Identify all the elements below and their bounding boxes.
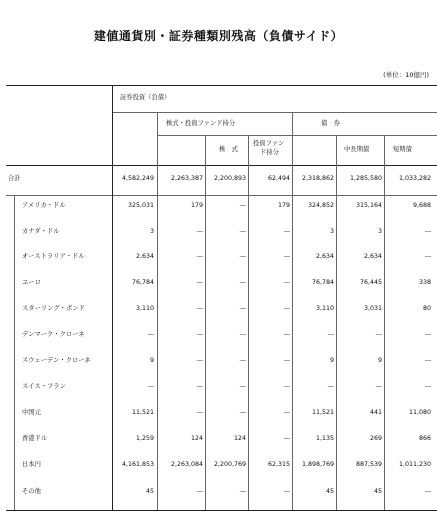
cell-long: ― (375, 331, 382, 338)
cell-bonds: 9 (329, 357, 334, 364)
header-bottom-border (6, 165, 437, 166)
cell-long: 887,539 (355, 461, 382, 468)
cell-short: ― (424, 331, 431, 338)
cell-equity: ― (196, 488, 203, 495)
cell-equity: 2,263,387 (170, 175, 203, 182)
cell-short: 1,011,230 (398, 461, 431, 468)
row-label: その他 (22, 488, 41, 495)
table-bottom-border (6, 510, 437, 511)
cell-bonds: 3 (329, 228, 334, 235)
cell-total: 11,521 (131, 409, 154, 416)
cell-stocks: 2,200,893 (213, 175, 246, 182)
cell-funds: ― (283, 409, 290, 416)
cell-short: ― (424, 357, 431, 364)
cell-stocks: 124 (233, 435, 246, 442)
cell-long: ― (375, 383, 382, 390)
cell-total: 4,582,249 (121, 175, 154, 182)
cell-equity: ― (196, 383, 203, 390)
header-divider-2 (157, 135, 437, 136)
cell-funds: ― (283, 228, 290, 235)
col-divider-short (384, 135, 385, 510)
cell-stocks: ― (239, 253, 246, 260)
cell-short: 338 (418, 279, 431, 286)
cell-total: ― (147, 383, 154, 390)
col-divider-stocks (205, 135, 206, 510)
header-securities-investment: 証券投資（負債） (120, 94, 171, 101)
cell-long: 441 (369, 409, 382, 416)
cell-stocks: ― (239, 357, 246, 364)
header-divider-1 (112, 112, 437, 113)
cell-bonds: 324,852 (307, 202, 334, 209)
cell-stocks: ― (239, 331, 246, 338)
header-funds-line1: 投資ファン (253, 140, 285, 147)
cell-bonds: ― (327, 331, 334, 338)
header-funds-line2: ド持分 (260, 149, 279, 156)
cell-long: 315,164 (355, 202, 382, 209)
header-long-term: 中長期債 (344, 146, 370, 153)
cell-short: 1,033,282 (398, 175, 431, 182)
cell-funds: 62,315 (267, 461, 290, 468)
row-label: オーストラリア・ドル (22, 253, 85, 260)
cell-funds: ― (283, 279, 290, 286)
header-stocks: 株 式 (219, 146, 238, 153)
cell-equity: ― (196, 279, 203, 286)
cell-total: 76,784 (131, 279, 154, 286)
cell-total: 45 (145, 488, 154, 495)
header-bonds: 債 券 (321, 120, 340, 127)
cell-funds: ― (283, 331, 290, 338)
col-divider-funds (248, 135, 249, 510)
cell-bonds: 1,898,769 (301, 461, 334, 468)
row-label: デンマーク・クローネ (22, 331, 85, 338)
col-divider-group (112, 85, 113, 510)
cell-equity: ― (196, 409, 203, 416)
cell-stocks: ― (239, 202, 246, 209)
cell-short: ― (424, 488, 431, 495)
cell-stocks: ― (239, 279, 246, 286)
cell-short: ― (424, 253, 431, 260)
cell-funds: ― (283, 488, 290, 495)
table-top-border (6, 85, 437, 86)
cell-long: 2,634 (363, 253, 382, 260)
cell-short: ― (424, 383, 431, 390)
cell-total: 3,110 (135, 305, 154, 312)
cell-long: 9 (377, 357, 382, 364)
cell-funds: ― (283, 253, 290, 260)
cell-long: 269 (369, 435, 382, 442)
cell-long: 76,445 (359, 279, 382, 286)
cell-stocks: 2,200,769 (213, 461, 246, 468)
cell-total: 1,259 (135, 435, 154, 442)
row-label: カナダ・ドル (22, 228, 60, 235)
cell-bonds: 3,110 (315, 305, 334, 312)
row-label: スイス・フラン (22, 383, 66, 390)
cell-total: 3 (149, 228, 154, 235)
cell-bonds: 2,634 (315, 253, 334, 260)
cell-equity: 2,263,084 (170, 461, 203, 468)
cell-short: 866 (418, 435, 431, 442)
cell-total: 325,031 (127, 202, 154, 209)
cell-bonds: 1,135 (315, 435, 334, 442)
header-short-term: 短期債 (393, 146, 412, 153)
row-label: 中国元 (22, 409, 41, 416)
cell-stocks: ― (239, 409, 246, 416)
page-title: 建値通貨別・証券種類別残高（負債サイド） (93, 29, 344, 43)
cell-equity: ― (196, 331, 203, 338)
total-row-border (6, 195, 437, 196)
col-divider-equity (157, 112, 158, 510)
cell-stocks: ― (239, 305, 246, 312)
cell-stocks: ― (239, 488, 246, 495)
cell-stocks: ― (239, 383, 246, 390)
cell-bonds: ― (327, 383, 334, 390)
cell-bonds: 45 (325, 488, 334, 495)
cell-total: 2,634 (135, 253, 154, 260)
row-label: ユーロ (22, 279, 41, 286)
cell-long: 3,031 (363, 305, 382, 312)
cell-funds: 62,494 (267, 175, 290, 182)
header-equity-funds: 株式・投資ファンド持分 (166, 120, 236, 127)
cell-bonds: 76,784 (311, 279, 334, 286)
cell-equity: ― (196, 357, 203, 364)
cell-funds: ― (283, 305, 290, 312)
cell-funds: ― (283, 357, 290, 364)
cell-equity: ― (196, 305, 203, 312)
row-label: アメリカ・ドル (22, 202, 66, 209)
cell-funds: 179 (277, 202, 290, 209)
col-divider-bonds (292, 112, 293, 510)
row-indent-line (14, 195, 15, 510)
cell-short: ― (424, 228, 431, 235)
cell-bonds: 11,521 (311, 409, 334, 416)
row-label: 合計 (8, 175, 21, 182)
unit-label: (単位：10億円) (383, 71, 429, 79)
cell-equity: ― (196, 253, 203, 260)
cell-funds: ― (283, 435, 290, 442)
row-label: 日本円 (22, 461, 41, 468)
cell-equity: 179 (190, 202, 203, 209)
cell-bonds: 2,318,862 (301, 175, 334, 182)
cell-equity: 124 (190, 435, 203, 442)
cell-short: 9,688 (412, 202, 431, 209)
cell-total: 9 (149, 357, 154, 364)
cell-long: 1,285,580 (349, 175, 382, 182)
cell-short: 80 (422, 305, 431, 312)
cell-funds: ― (283, 383, 290, 390)
row-label: 香港ドル (22, 435, 48, 442)
cell-long: 45 (373, 488, 382, 495)
col-divider-long (336, 135, 337, 510)
cell-short: 11,080 (408, 409, 431, 416)
cell-equity: ― (196, 228, 203, 235)
cell-stocks: ― (239, 228, 246, 235)
cell-long: 3 (377, 228, 382, 235)
cell-total: 4,161,853 (121, 461, 154, 468)
row-label: スウェーデン・クローネ (22, 357, 91, 364)
row-label: スターリング・ポンド (22, 305, 85, 312)
cell-total: ― (147, 331, 154, 338)
